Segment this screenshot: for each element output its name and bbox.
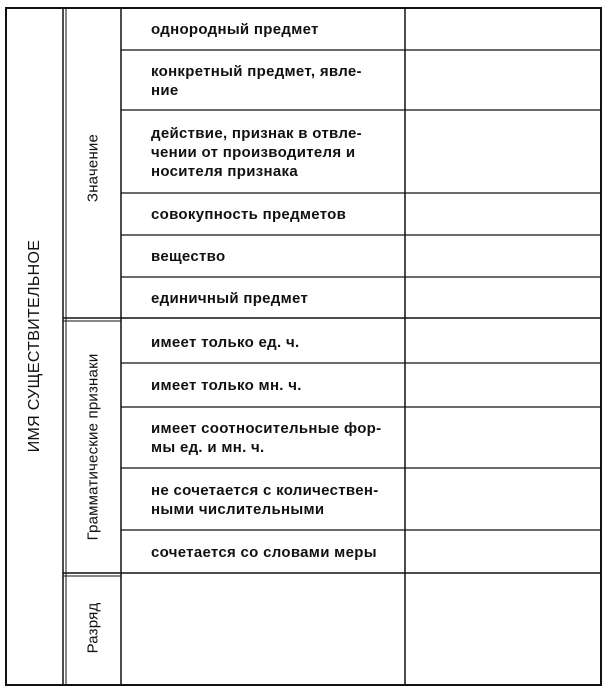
answer-cell[interactable] [405, 111, 601, 193]
answer-cell[interactable] [405, 236, 601, 277]
table-row [122, 236, 404, 277]
answer-cell[interactable] [405, 322, 601, 363]
answer-cell[interactable] [405, 469, 601, 530]
table-row [122, 408, 404, 468]
group-label-meaning: Значение [84, 133, 102, 203]
table-row [122, 531, 404, 573]
row-text: конкретный предмет, явле- ние [151, 62, 362, 99]
row-text: не сочетается с количествен- ными числительными [151, 481, 379, 518]
answer-cell[interactable] [405, 194, 601, 235]
category-cell[interactable] [122, 577, 404, 684]
table-row [122, 194, 404, 235]
table-row [122, 322, 404, 363]
answer-cell[interactable] [405, 577, 601, 684]
answer-cell[interactable] [405, 278, 601, 318]
table-row [122, 278, 404, 318]
answer-cell[interactable] [405, 408, 601, 468]
table-row [122, 9, 404, 50]
answer-cell[interactable] [405, 531, 601, 573]
row-text: совокупность предметов [151, 206, 347, 223]
row-text: действие, признак в отвле- чении от производителя и носителя признака [151, 124, 362, 180]
row-text: сочетается со словами меры [151, 543, 377, 561]
main-label: ИМЯ СУЩЕСТВИТЕЛЬНОЕ [26, 239, 43, 453]
row-text: имеет только мн. ч. [151, 377, 302, 394]
answer-cell[interactable] [405, 364, 601, 407]
table-row [122, 364, 404, 407]
table-row [122, 111, 404, 193]
row-text: имеет только ед. ч. [151, 334, 300, 351]
row-text: однородный предмет [151, 21, 319, 38]
row-text: единичный предмет [151, 289, 309, 307]
table-row [122, 51, 404, 110]
row-text: имеет соотносительные фор- мы ед. и мн. ч. [151, 420, 382, 456]
table-row [122, 469, 404, 530]
group-label-category: Разряд [84, 602, 102, 654]
answer-cell[interactable] [405, 51, 601, 110]
row-text: вещество [151, 248, 226, 265]
answer-cell[interactable] [405, 9, 601, 50]
group-label-grammar: Грамматические признаки [84, 353, 102, 541]
